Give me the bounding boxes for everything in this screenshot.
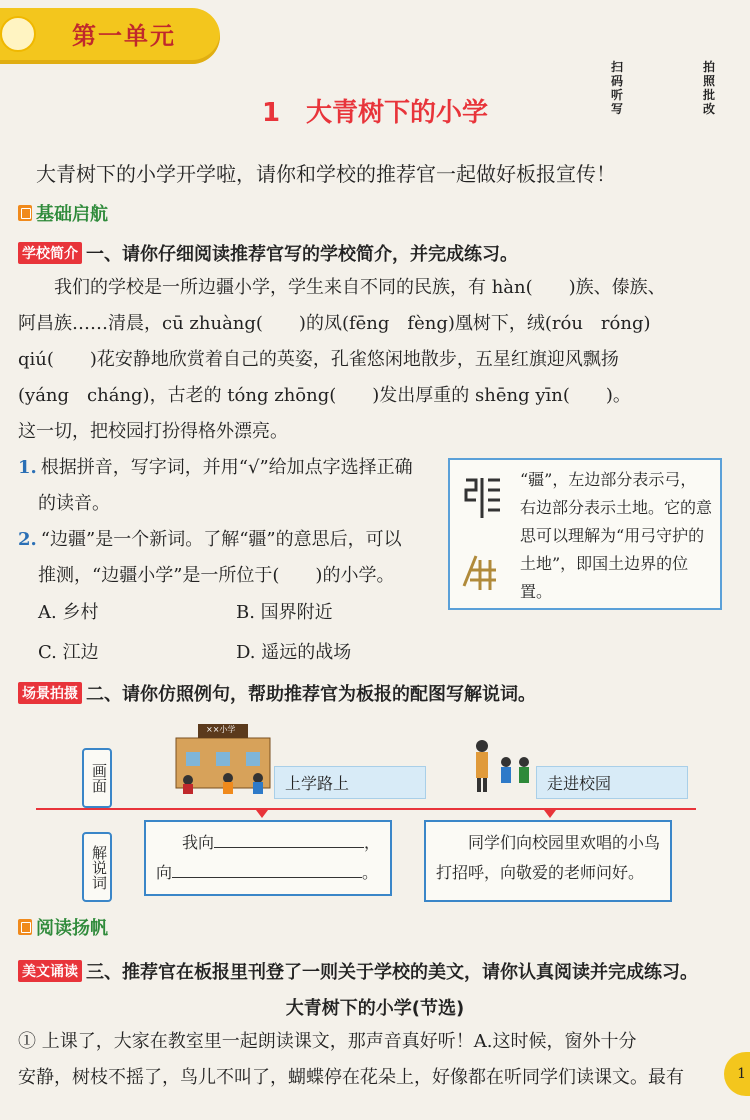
ancient-character-icon (462, 546, 502, 602)
essay-line: 安静，树枝不摇了，鸟儿不叫了，蝴蝶停在花朵上，好像都在听同学们读课文。最有 (18, 1067, 684, 1088)
q1-line: 根据拼音，写字词，并用“√”给加点字选择正确 (40, 457, 413, 478)
caption-example-box-2 (424, 820, 672, 902)
arrow-down-icon (256, 810, 268, 818)
info-text: “疆”，左边部分表示弓，右边部分表示土地。它的意思可以理解为“用弓守护的土地”，即国土边界的位置。 (520, 470, 713, 601)
question-2-heading (18, 680, 536, 706)
answer-blank[interactable] (172, 877, 362, 878)
option-d[interactable]: D. 遥远的战场 (236, 642, 352, 663)
question-3-text: 三、推荐官在板报里刊登了一则关于学校的美文，请你认真阅读并完成练习。 (86, 962, 698, 983)
school-intro-passage (18, 270, 718, 450)
question-2-text: 二、请你仿照例句，帮助推荐官为板报的配图写解说词。 (86, 684, 536, 705)
passage-line: 这一切，把校园打扮得格外漂亮。 (18, 421, 288, 442)
option-c[interactable]: C. 江边 (38, 642, 99, 663)
option-a[interactable]: A. 乡村 (38, 602, 99, 623)
lesson-title: 1 大青树下的小学 (261, 98, 489, 128)
section-basics-title: 基础启航 (36, 204, 108, 225)
divider-line (36, 808, 696, 810)
passage-line: 我们的学校是一所边疆小学，学生来自不同的民族，有 hàn( )族、傣族、 (54, 277, 666, 298)
scan-dictation-button[interactable]: 扫码听写 (610, 60, 623, 116)
essay-tag: 美文诵读 (18, 960, 82, 982)
section-reading-title: 阅读扬帆 (36, 918, 108, 939)
ancient-character-icon (462, 474, 502, 530)
school-sign-text: ××小学 (206, 725, 236, 734)
arrow-down-icon (544, 810, 556, 818)
ans1-to: 我向 (182, 833, 215, 852)
essay-title: 大青树下的小学(节选) (285, 998, 465, 1019)
q2-number: 2. (18, 529, 37, 550)
question-1-1 (18, 450, 448, 522)
intro-text: 大青树下的小学开学啦，请你和学校的推荐官一起做好板报宣传！ (36, 162, 616, 186)
caption-row-label: 解说词 (82, 832, 112, 902)
passage-line: 阿昌族……清晨，cū zhuàng( )的凤(fēng fèng)凰树下，绒(róu róng) (18, 313, 651, 334)
question-1-2 (18, 522, 448, 594)
question-3-heading (18, 958, 698, 984)
scene-2-caption: 走进校园 (536, 766, 688, 799)
photo-grading-button[interactable]: 拍照批改 (702, 60, 715, 116)
page-number: 1 (724, 1052, 750, 1096)
essay-passage (18, 1024, 728, 1096)
unit-ball-icon (0, 16, 36, 52)
essay-line: ① 上课了，大家在教室里一起朗读课文，那声音真好听！A.这时候，窗外十分 (18, 1031, 637, 1052)
passage-line: (yáng cháng)，古老的 tóng zhōng( )发出厚重的 shēng yīn( )。 (18, 385, 631, 406)
caption-answer-box-1[interactable] (144, 820, 392, 896)
book-icon (18, 919, 32, 935)
school-intro-tag: 学校简介 (18, 242, 82, 264)
picture-row-label: 画面 (82, 748, 112, 808)
jiang-info-box (448, 458, 722, 610)
ans1-comma: ， (364, 833, 381, 852)
answer-blank[interactable] (214, 847, 364, 848)
ans1-end: 。 (362, 863, 379, 882)
teacher-students-illustration (470, 738, 540, 794)
q1-line: 的读音。 (38, 493, 110, 514)
option-b[interactable]: B. 国界附近 (236, 602, 333, 623)
scene-1-caption: 上学路上 (274, 766, 426, 799)
ans1-to-2: 向 (156, 863, 173, 882)
school-gate-illustration (168, 722, 278, 794)
example-caption: 同学们向校园里欢唱的小鸟打招呼，向敬爱的老师问好。 (436, 833, 661, 882)
q2-line: 推测，“边疆小学”是一所位于( )的小学。 (38, 565, 395, 586)
question-1-text: 一、请你仔细阅读推荐官写的学校简介，并完成练习。 (86, 244, 518, 265)
question-1-heading (18, 240, 518, 266)
section-basics-header (18, 200, 108, 226)
unit-title: 第一单元 (72, 22, 176, 50)
q1-number: 1. (18, 457, 37, 478)
book-icon (18, 205, 32, 221)
section-reading-header (18, 914, 108, 940)
scene-shoot-tag: 场景拍摄 (18, 682, 82, 704)
passage-line: qiú( )花安静地欣赏着自己的英姿，孔雀悠闲地散步，五星红旗迎风飘扬 (18, 349, 619, 370)
q2-line: “边疆”是一个新词。了解“疆”的意思后，可以 (40, 529, 402, 550)
